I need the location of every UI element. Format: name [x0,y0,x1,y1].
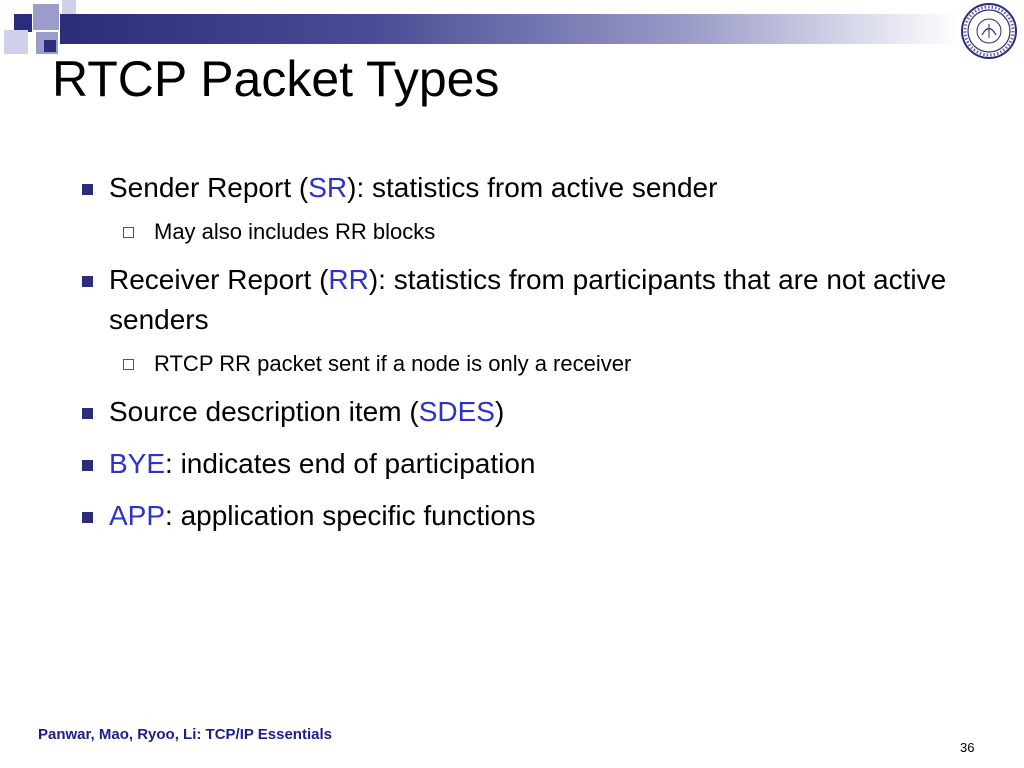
filled-square-bullet-icon [82,408,93,419]
page-number: 36 [960,740,975,755]
term-highlight: RR [328,264,369,295]
term-highlight: SR [308,172,348,203]
hollow-square-bullet-icon [123,227,134,238]
sub-bullet-item [123,348,958,380]
decor-square [4,30,28,54]
bullet-text: ) [494,396,505,427]
footer-authors: Panwar, Mao, Ryoo, Li: TCP/IP Essentials [38,726,332,743]
header-gradient-bar [60,14,960,44]
bullet-item [78,392,958,432]
bullet-text: Source description item ( [109,396,419,427]
sub-bullet-text: May also includes RR blocks [154,219,436,244]
bullet-text: Sender Report ( [109,172,309,203]
sub-bullet-text: RTCP RR packet sent if a node is only a receiver [154,351,632,376]
bullet-text: : indicates end of participation [165,448,536,479]
bullet-item [78,260,958,340]
bullet-text: Receiver Report ( [109,264,329,295]
filled-square-bullet-icon [82,512,93,523]
filled-square-bullet-icon [82,276,93,287]
sub-bullet-item [123,216,958,248]
decor-square [62,0,76,14]
filled-square-bullet-icon [82,460,93,471]
term-highlight: SDES [418,396,495,427]
hollow-square-bullet-icon [123,359,134,370]
slide-title: RTCP Packet Types [52,51,500,107]
bullet-list [78,168,958,536]
university-seal-icon [960,2,1018,60]
bullet-text: ): statistics from participants that are not active senders [109,264,947,335]
term-highlight: BYE [109,448,166,479]
bullet-text: : application specific functions [165,500,536,531]
bullet-item [78,168,958,208]
bullet-item [78,444,958,484]
bullet-item [78,496,958,536]
term-highlight: APP [109,500,166,531]
bullet-text: ): statistics from active sender [347,172,718,203]
filled-square-bullet-icon [82,184,93,195]
decor-square [33,4,59,30]
